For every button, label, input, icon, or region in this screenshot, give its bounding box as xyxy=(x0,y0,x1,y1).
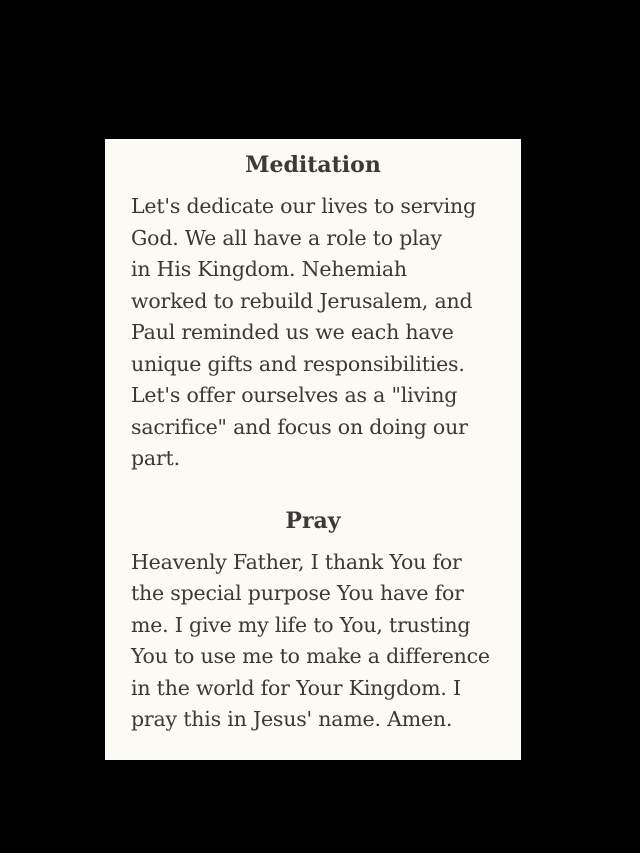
pray-heading: Pray xyxy=(285,507,341,534)
meditation-heading: Meditation xyxy=(245,152,381,178)
devotional-card xyxy=(105,139,521,760)
pray-section xyxy=(131,505,495,736)
pray-text: Heavenly Father, I thank You for the special purpose You have for me. I give my life to You, trusting You to use me to make a difference in the world for Your Kingdom. I pray this in Jesus' name. Amen. xyxy=(131,549,490,731)
meditation-section xyxy=(131,149,495,475)
meditation-text: Let's dedicate our lives to serving God. We all have a role to play in His Kingdom. Nehemiah worked to rebuild Jerusalem, and Paul reminded us we each have unique gifts and responsibilities. Let's offer ourselves as a "living sacrifice" and focus on doing our part. xyxy=(131,194,476,470)
